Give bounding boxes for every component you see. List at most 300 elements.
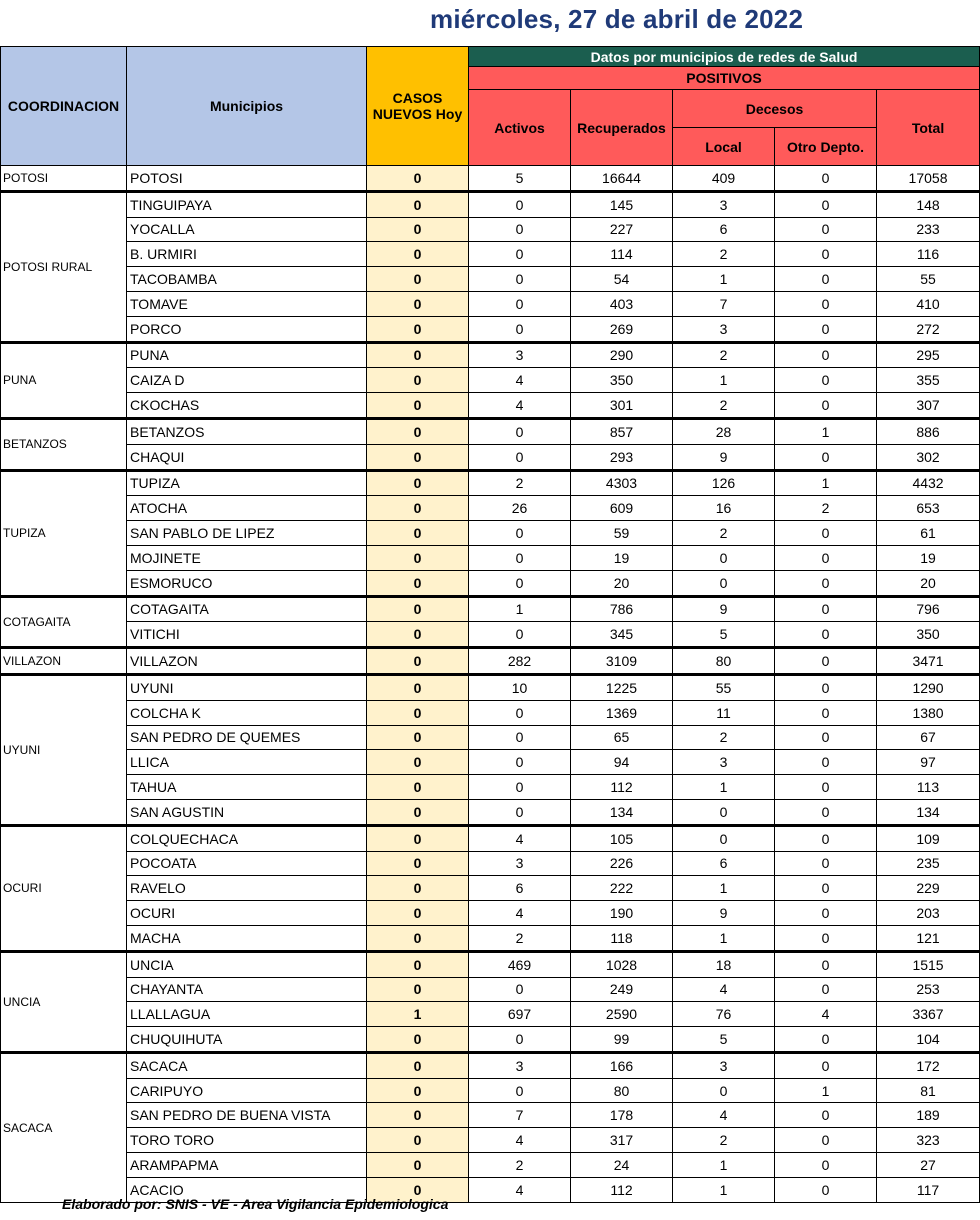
- cell-municipio: ESMORUCO: [127, 570, 367, 596]
- cell-activos: 0: [469, 267, 571, 292]
- table-row: [1, 444, 980, 470]
- cell-local: 1: [673, 1153, 775, 1178]
- cell-casos-nuevos: 0: [367, 925, 469, 951]
- cell-recuperados: 3109: [571, 648, 673, 675]
- cell-casos-nuevos: 0: [367, 799, 469, 825]
- cell-recuperados: 1028: [571, 951, 673, 977]
- cell-coordinacion: POTOSI RURAL: [1, 191, 127, 342]
- cell-total: 233: [877, 217, 980, 242]
- cell-local: 9: [673, 444, 775, 470]
- table-row: [1, 418, 980, 444]
- cell-casos-nuevos: 0: [367, 1052, 469, 1078]
- cell-otro: 0: [775, 444, 877, 470]
- table-body: [1, 166, 980, 1203]
- cell-municipio: B. URMIRI: [127, 242, 367, 267]
- header-recuperados: Recuperados: [571, 90, 673, 166]
- cell-activos: 0: [469, 217, 571, 242]
- cell-recuperados: 178: [571, 1103, 673, 1128]
- cell-local: 18: [673, 951, 775, 977]
- header-total: Total: [877, 90, 980, 166]
- cell-local: 1: [673, 368, 775, 393]
- cell-casos-nuevos: 0: [367, 700, 469, 725]
- cell-activos: 0: [469, 570, 571, 596]
- cell-otro: 0: [775, 1128, 877, 1153]
- cell-local: 3: [673, 1052, 775, 1078]
- cell-total: 1515: [877, 951, 980, 977]
- footer-credit: Elaborado por: SNIS - VE - Area Vigilancia Epidemiologica: [62, 1196, 449, 1212]
- table-row: [1, 674, 980, 700]
- cell-total: 886: [877, 418, 980, 444]
- cell-activos: 0: [469, 545, 571, 570]
- cell-total: 117: [877, 1177, 980, 1202]
- table-row: [1, 368, 980, 393]
- cell-casos-nuevos: 0: [367, 393, 469, 419]
- cell-total: 235: [877, 851, 980, 876]
- cell-otro: 4: [775, 1002, 877, 1027]
- cell-total: 3367: [877, 1002, 980, 1027]
- cell-otro: 0: [775, 217, 877, 242]
- cell-activos: 0: [469, 316, 571, 342]
- cell-total: 134: [877, 799, 980, 825]
- cell-local: 1: [673, 1177, 775, 1202]
- cell-total: 81: [877, 1078, 980, 1103]
- cell-local: 2: [673, 725, 775, 750]
- cell-casos-nuevos: 0: [367, 951, 469, 977]
- cell-activos: 697: [469, 1002, 571, 1027]
- cell-municipio: TINGUIPAYA: [127, 191, 367, 217]
- cell-municipio: SAN PABLO DE LIPEZ: [127, 521, 367, 546]
- cell-otro: 0: [775, 622, 877, 648]
- cell-otro: 0: [775, 521, 877, 546]
- cell-recuperados: 190: [571, 901, 673, 926]
- cell-total: 3471: [877, 648, 980, 675]
- cell-activos: 0: [469, 1078, 571, 1103]
- cell-activos: 5: [469, 166, 571, 192]
- cell-activos: 7: [469, 1103, 571, 1128]
- cell-municipio: ARAMPAPMA: [127, 1153, 367, 1178]
- cell-municipio: TACOBAMBA: [127, 267, 367, 292]
- cell-activos: 2: [469, 470, 571, 496]
- table-row: [1, 545, 980, 570]
- cell-casos-nuevos: 0: [367, 242, 469, 267]
- cell-local: 3: [673, 316, 775, 342]
- cell-otro: 0: [775, 166, 877, 192]
- cell-local: 2: [673, 342, 775, 368]
- cell-total: 253: [877, 977, 980, 1002]
- cell-local: 5: [673, 1027, 775, 1053]
- cell-total: 121: [877, 925, 980, 951]
- cell-activos: 4: [469, 393, 571, 419]
- cell-casos-nuevos: 0: [367, 545, 469, 570]
- table-row: [1, 1128, 980, 1153]
- cell-total: 113: [877, 775, 980, 800]
- cell-local: 1: [673, 925, 775, 951]
- cell-casos-nuevos: 0: [367, 596, 469, 622]
- cell-casos-nuevos: 0: [367, 977, 469, 1002]
- table-row: [1, 775, 980, 800]
- cell-recuperados: 112: [571, 775, 673, 800]
- cell-municipio: LLALLAGUA: [127, 1002, 367, 1027]
- table-row: [1, 521, 980, 546]
- cell-coordinacion: OCURI: [1, 825, 127, 951]
- cell-coordinacion: UYUNI: [1, 674, 127, 825]
- cell-recuperados: 857: [571, 418, 673, 444]
- cell-recuperados: 24: [571, 1153, 673, 1178]
- cell-otro: 0: [775, 977, 877, 1002]
- cell-total: 323: [877, 1128, 980, 1153]
- cell-total: 104: [877, 1027, 980, 1053]
- table-row: [1, 316, 980, 342]
- cell-recuperados: 16644: [571, 166, 673, 192]
- cell-municipio: ATOCHA: [127, 496, 367, 521]
- cell-recuperados: 145: [571, 191, 673, 217]
- cell-recuperados: 80: [571, 1078, 673, 1103]
- table-row: [1, 470, 980, 496]
- table-row: [1, 393, 980, 419]
- table-row: [1, 622, 980, 648]
- cell-municipio: SAN AGUSTIN: [127, 799, 367, 825]
- cell-casos-nuevos: 0: [367, 342, 469, 368]
- cell-total: 27: [877, 1153, 980, 1178]
- cell-local: 7: [673, 291, 775, 316]
- cell-otro: 1: [775, 418, 877, 444]
- cell-activos: 0: [469, 242, 571, 267]
- cell-coordinacion: POTOSI: [1, 166, 127, 192]
- cell-local: 1: [673, 775, 775, 800]
- table-row: [1, 977, 980, 1002]
- cell-activos: 4: [469, 1177, 571, 1202]
- cell-activos: 2: [469, 925, 571, 951]
- cell-otro: 0: [775, 545, 877, 570]
- cell-local: 0: [673, 545, 775, 570]
- cell-activos: 2: [469, 1153, 571, 1178]
- table-row: [1, 1153, 980, 1178]
- cell-recuperados: 290: [571, 342, 673, 368]
- cell-total: 272: [877, 316, 980, 342]
- cell-municipio: OCURI: [127, 901, 367, 926]
- cell-casos-nuevos: 0: [367, 1103, 469, 1128]
- cell-casos-nuevos: 0: [367, 570, 469, 596]
- header-activos: Activos: [469, 90, 571, 166]
- cell-activos: 0: [469, 191, 571, 217]
- cell-activos: 0: [469, 799, 571, 825]
- cell-activos: 1: [469, 596, 571, 622]
- cell-municipio: CARIPUYO: [127, 1078, 367, 1103]
- cell-activos: 3: [469, 851, 571, 876]
- cell-total: 189: [877, 1103, 980, 1128]
- cell-local: 76: [673, 1002, 775, 1027]
- table-row: [1, 1027, 980, 1053]
- table-row: [1, 166, 980, 192]
- cell-local: 126: [673, 470, 775, 496]
- cell-total: 307: [877, 393, 980, 419]
- table-row: [1, 925, 980, 951]
- table-row: [1, 725, 980, 750]
- cell-local: 9: [673, 901, 775, 926]
- cell-recuperados: 301: [571, 393, 673, 419]
- cell-otro: 0: [775, 393, 877, 419]
- cell-casos-nuevos: 0: [367, 876, 469, 901]
- cell-recuperados: 222: [571, 876, 673, 901]
- cell-municipio: POCOATA: [127, 851, 367, 876]
- cell-casos-nuevos: 0: [367, 1078, 469, 1103]
- cell-activos: 4: [469, 901, 571, 926]
- cell-coordinacion: COTAGAITA: [1, 596, 127, 648]
- table-row: [1, 342, 980, 368]
- cell-recuperados: 59: [571, 521, 673, 546]
- cell-activos: 0: [469, 1027, 571, 1053]
- cell-local: 16: [673, 496, 775, 521]
- cell-local: 0: [673, 570, 775, 596]
- cell-municipio: PORCO: [127, 316, 367, 342]
- cell-otro: 0: [775, 267, 877, 292]
- cell-total: 97: [877, 750, 980, 775]
- cell-local: 55: [673, 674, 775, 700]
- cell-recuperados: 609: [571, 496, 673, 521]
- cell-otro: 0: [775, 851, 877, 876]
- cell-recuperados: 1369: [571, 700, 673, 725]
- cell-casos-nuevos: 0: [367, 521, 469, 546]
- table-row: [1, 1103, 980, 1128]
- cell-municipio: LLICA: [127, 750, 367, 775]
- table-row: [1, 700, 980, 725]
- cell-recuperados: 403: [571, 291, 673, 316]
- cell-casos-nuevos: 0: [367, 775, 469, 800]
- cell-municipio: UYUNI: [127, 674, 367, 700]
- table-row: [1, 1078, 980, 1103]
- cell-recuperados: 317: [571, 1128, 673, 1153]
- cell-casos-nuevos: 0: [367, 1027, 469, 1053]
- cell-local: 6: [673, 851, 775, 876]
- cell-otro: 0: [775, 750, 877, 775]
- cell-total: 410: [877, 291, 980, 316]
- cell-otro: 0: [775, 1052, 877, 1078]
- cell-casos-nuevos: 0: [367, 901, 469, 926]
- cell-otro: 0: [775, 901, 877, 926]
- cell-municipio: SAN PEDRO DE QUEMES: [127, 725, 367, 750]
- header-local: Local: [673, 128, 775, 166]
- cell-casos-nuevos: 0: [367, 291, 469, 316]
- cell-total: 20: [877, 570, 980, 596]
- cell-municipio: MOJINETE: [127, 545, 367, 570]
- cell-casos-nuevos: 0: [367, 648, 469, 675]
- cell-local: 9: [673, 596, 775, 622]
- header-datos-redes: Datos por municipios de redes de Salud: [469, 47, 980, 67]
- cell-casos-nuevos: 0: [367, 470, 469, 496]
- cell-activos: 0: [469, 291, 571, 316]
- cell-recuperados: 54: [571, 267, 673, 292]
- cell-total: 17058: [877, 166, 980, 192]
- cell-activos: 3: [469, 342, 571, 368]
- cell-otro: 0: [775, 291, 877, 316]
- cell-total: 67: [877, 725, 980, 750]
- header-positivos: POSITIVOS: [469, 67, 980, 90]
- cell-local: 4: [673, 977, 775, 1002]
- cell-total: 19: [877, 545, 980, 570]
- cell-activos: 0: [469, 977, 571, 1002]
- cell-local: 3: [673, 750, 775, 775]
- cell-total: 61: [877, 521, 980, 546]
- cell-otro: 1: [775, 470, 877, 496]
- cell-activos: 26: [469, 496, 571, 521]
- cell-municipio: CHAQUI: [127, 444, 367, 470]
- cell-recuperados: 249: [571, 977, 673, 1002]
- cell-casos-nuevos: 0: [367, 622, 469, 648]
- table-row: [1, 217, 980, 242]
- cell-local: 6: [673, 217, 775, 242]
- cell-total: 295: [877, 342, 980, 368]
- cell-otro: 0: [775, 674, 877, 700]
- table-row: [1, 1052, 980, 1078]
- cell-municipio: CHAYANTA: [127, 977, 367, 1002]
- cell-activos: 4: [469, 825, 571, 851]
- cell-casos-nuevos: 0: [367, 191, 469, 217]
- table-row: [1, 242, 980, 267]
- cell-municipio: RAVELO: [127, 876, 367, 901]
- cell-activos: 282: [469, 648, 571, 675]
- cell-activos: 0: [469, 418, 571, 444]
- cell-activos: 10: [469, 674, 571, 700]
- table-row: [1, 876, 980, 901]
- cell-municipio: CKOCHAS: [127, 393, 367, 419]
- cell-municipio: TOMAVE: [127, 291, 367, 316]
- cell-local: 0: [673, 799, 775, 825]
- table-row: [1, 648, 980, 675]
- cell-total: 116: [877, 242, 980, 267]
- cell-local: 2: [673, 1128, 775, 1153]
- cell-otro: 0: [775, 951, 877, 977]
- cell-recuperados: 105: [571, 825, 673, 851]
- table-row: [1, 901, 980, 926]
- cell-otro: 0: [775, 342, 877, 368]
- cell-casos-nuevos: 0: [367, 1177, 469, 1202]
- cell-local: 0: [673, 1078, 775, 1103]
- cell-recuperados: 114: [571, 242, 673, 267]
- cell-municipio: COTAGAITA: [127, 596, 367, 622]
- cell-local: 0: [673, 825, 775, 851]
- cell-activos: 0: [469, 622, 571, 648]
- report-title: miércoles, 27 de abril de 2022: [430, 4, 804, 34]
- table-row: [1, 496, 980, 521]
- cell-recuperados: 134: [571, 799, 673, 825]
- cell-activos: 6: [469, 876, 571, 901]
- cell-municipio: SAN PEDRO DE BUENA VISTA: [127, 1103, 367, 1128]
- cell-total: 653: [877, 496, 980, 521]
- cell-casos-nuevos: 0: [367, 1128, 469, 1153]
- cell-recuperados: 227: [571, 217, 673, 242]
- cell-casos-nuevos: 0: [367, 166, 469, 192]
- cell-casos-nuevos: 0: [367, 368, 469, 393]
- cell-total: 1290: [877, 674, 980, 700]
- cell-recuperados: 20: [571, 570, 673, 596]
- table-row: [1, 191, 980, 217]
- cell-coordinacion: VILLAZON: [1, 648, 127, 675]
- cell-activos: 0: [469, 521, 571, 546]
- cell-coordinacion: BETANZOS: [1, 418, 127, 470]
- cell-municipio: YOCALLA: [127, 217, 367, 242]
- cell-local: 5: [673, 622, 775, 648]
- cell-recuperados: 4303: [571, 470, 673, 496]
- cell-activos: 0: [469, 444, 571, 470]
- cell-otro: 0: [775, 1103, 877, 1128]
- cell-otro: 0: [775, 876, 877, 901]
- cell-recuperados: 112: [571, 1177, 673, 1202]
- cell-recuperados: 350: [571, 368, 673, 393]
- table-row: [1, 951, 980, 977]
- cell-recuperados: 166: [571, 1052, 673, 1078]
- cell-otro: 0: [775, 1153, 877, 1178]
- cell-municipio: COLQUECHACA: [127, 825, 367, 851]
- cell-total: 302: [877, 444, 980, 470]
- cell-local: 4: [673, 1103, 775, 1128]
- table-row: [1, 570, 980, 596]
- cell-municipio: BETANZOS: [127, 418, 367, 444]
- cell-casos-nuevos: 0: [367, 418, 469, 444]
- cell-local: 11: [673, 700, 775, 725]
- cell-recuperados: 226: [571, 851, 673, 876]
- cell-municipio: ACACIO: [127, 1177, 367, 1202]
- cell-casos-nuevos: 0: [367, 725, 469, 750]
- table-row: [1, 825, 980, 851]
- cell-total: 172: [877, 1052, 980, 1078]
- cell-total: 4432: [877, 470, 980, 496]
- header-casos-nuevos: CASOS NUEVOS Hoy: [367, 47, 469, 166]
- table-row: [1, 1002, 980, 1027]
- cell-casos-nuevos: 0: [367, 674, 469, 700]
- cell-total: 350: [877, 622, 980, 648]
- cell-local: 2: [673, 521, 775, 546]
- cell-casos-nuevos: 0: [367, 750, 469, 775]
- cell-otro: 0: [775, 1027, 877, 1053]
- cell-local: 80: [673, 648, 775, 675]
- cell-otro: 0: [775, 825, 877, 851]
- table-row: [1, 267, 980, 292]
- cell-otro: 1: [775, 1078, 877, 1103]
- cell-local: 1: [673, 267, 775, 292]
- cell-otro: 0: [775, 648, 877, 675]
- cell-otro: 0: [775, 799, 877, 825]
- cell-total: 148: [877, 191, 980, 217]
- cell-activos: 4: [469, 368, 571, 393]
- cell-municipio: TUPIZA: [127, 470, 367, 496]
- cell-activos: 4: [469, 1128, 571, 1153]
- cell-activos: 469: [469, 951, 571, 977]
- cell-municipio: UNCIA: [127, 951, 367, 977]
- cell-municipio: TAHUA: [127, 775, 367, 800]
- cell-otro: 0: [775, 725, 877, 750]
- cell-otro: 2: [775, 496, 877, 521]
- covid-municipal-table: [0, 46, 980, 1203]
- cell-casos-nuevos: 0: [367, 496, 469, 521]
- cell-local: 409: [673, 166, 775, 192]
- cell-total: 229: [877, 876, 980, 901]
- table-row: [1, 799, 980, 825]
- cell-recuperados: 345: [571, 622, 673, 648]
- cell-municipio: VILLAZON: [127, 648, 367, 675]
- cell-coordinacion: SACACA: [1, 1052, 127, 1202]
- cell-total: 355: [877, 368, 980, 393]
- cell-otro: 0: [775, 570, 877, 596]
- cell-coordinacion: PUNA: [1, 342, 127, 418]
- cell-activos: 0: [469, 775, 571, 800]
- cell-local: 1: [673, 876, 775, 901]
- cell-otro: 0: [775, 775, 877, 800]
- cell-activos: 0: [469, 750, 571, 775]
- cell-otro: 0: [775, 925, 877, 951]
- cell-recuperados: 118: [571, 925, 673, 951]
- cell-municipio: PUNA: [127, 342, 367, 368]
- cell-recuperados: 99: [571, 1027, 673, 1053]
